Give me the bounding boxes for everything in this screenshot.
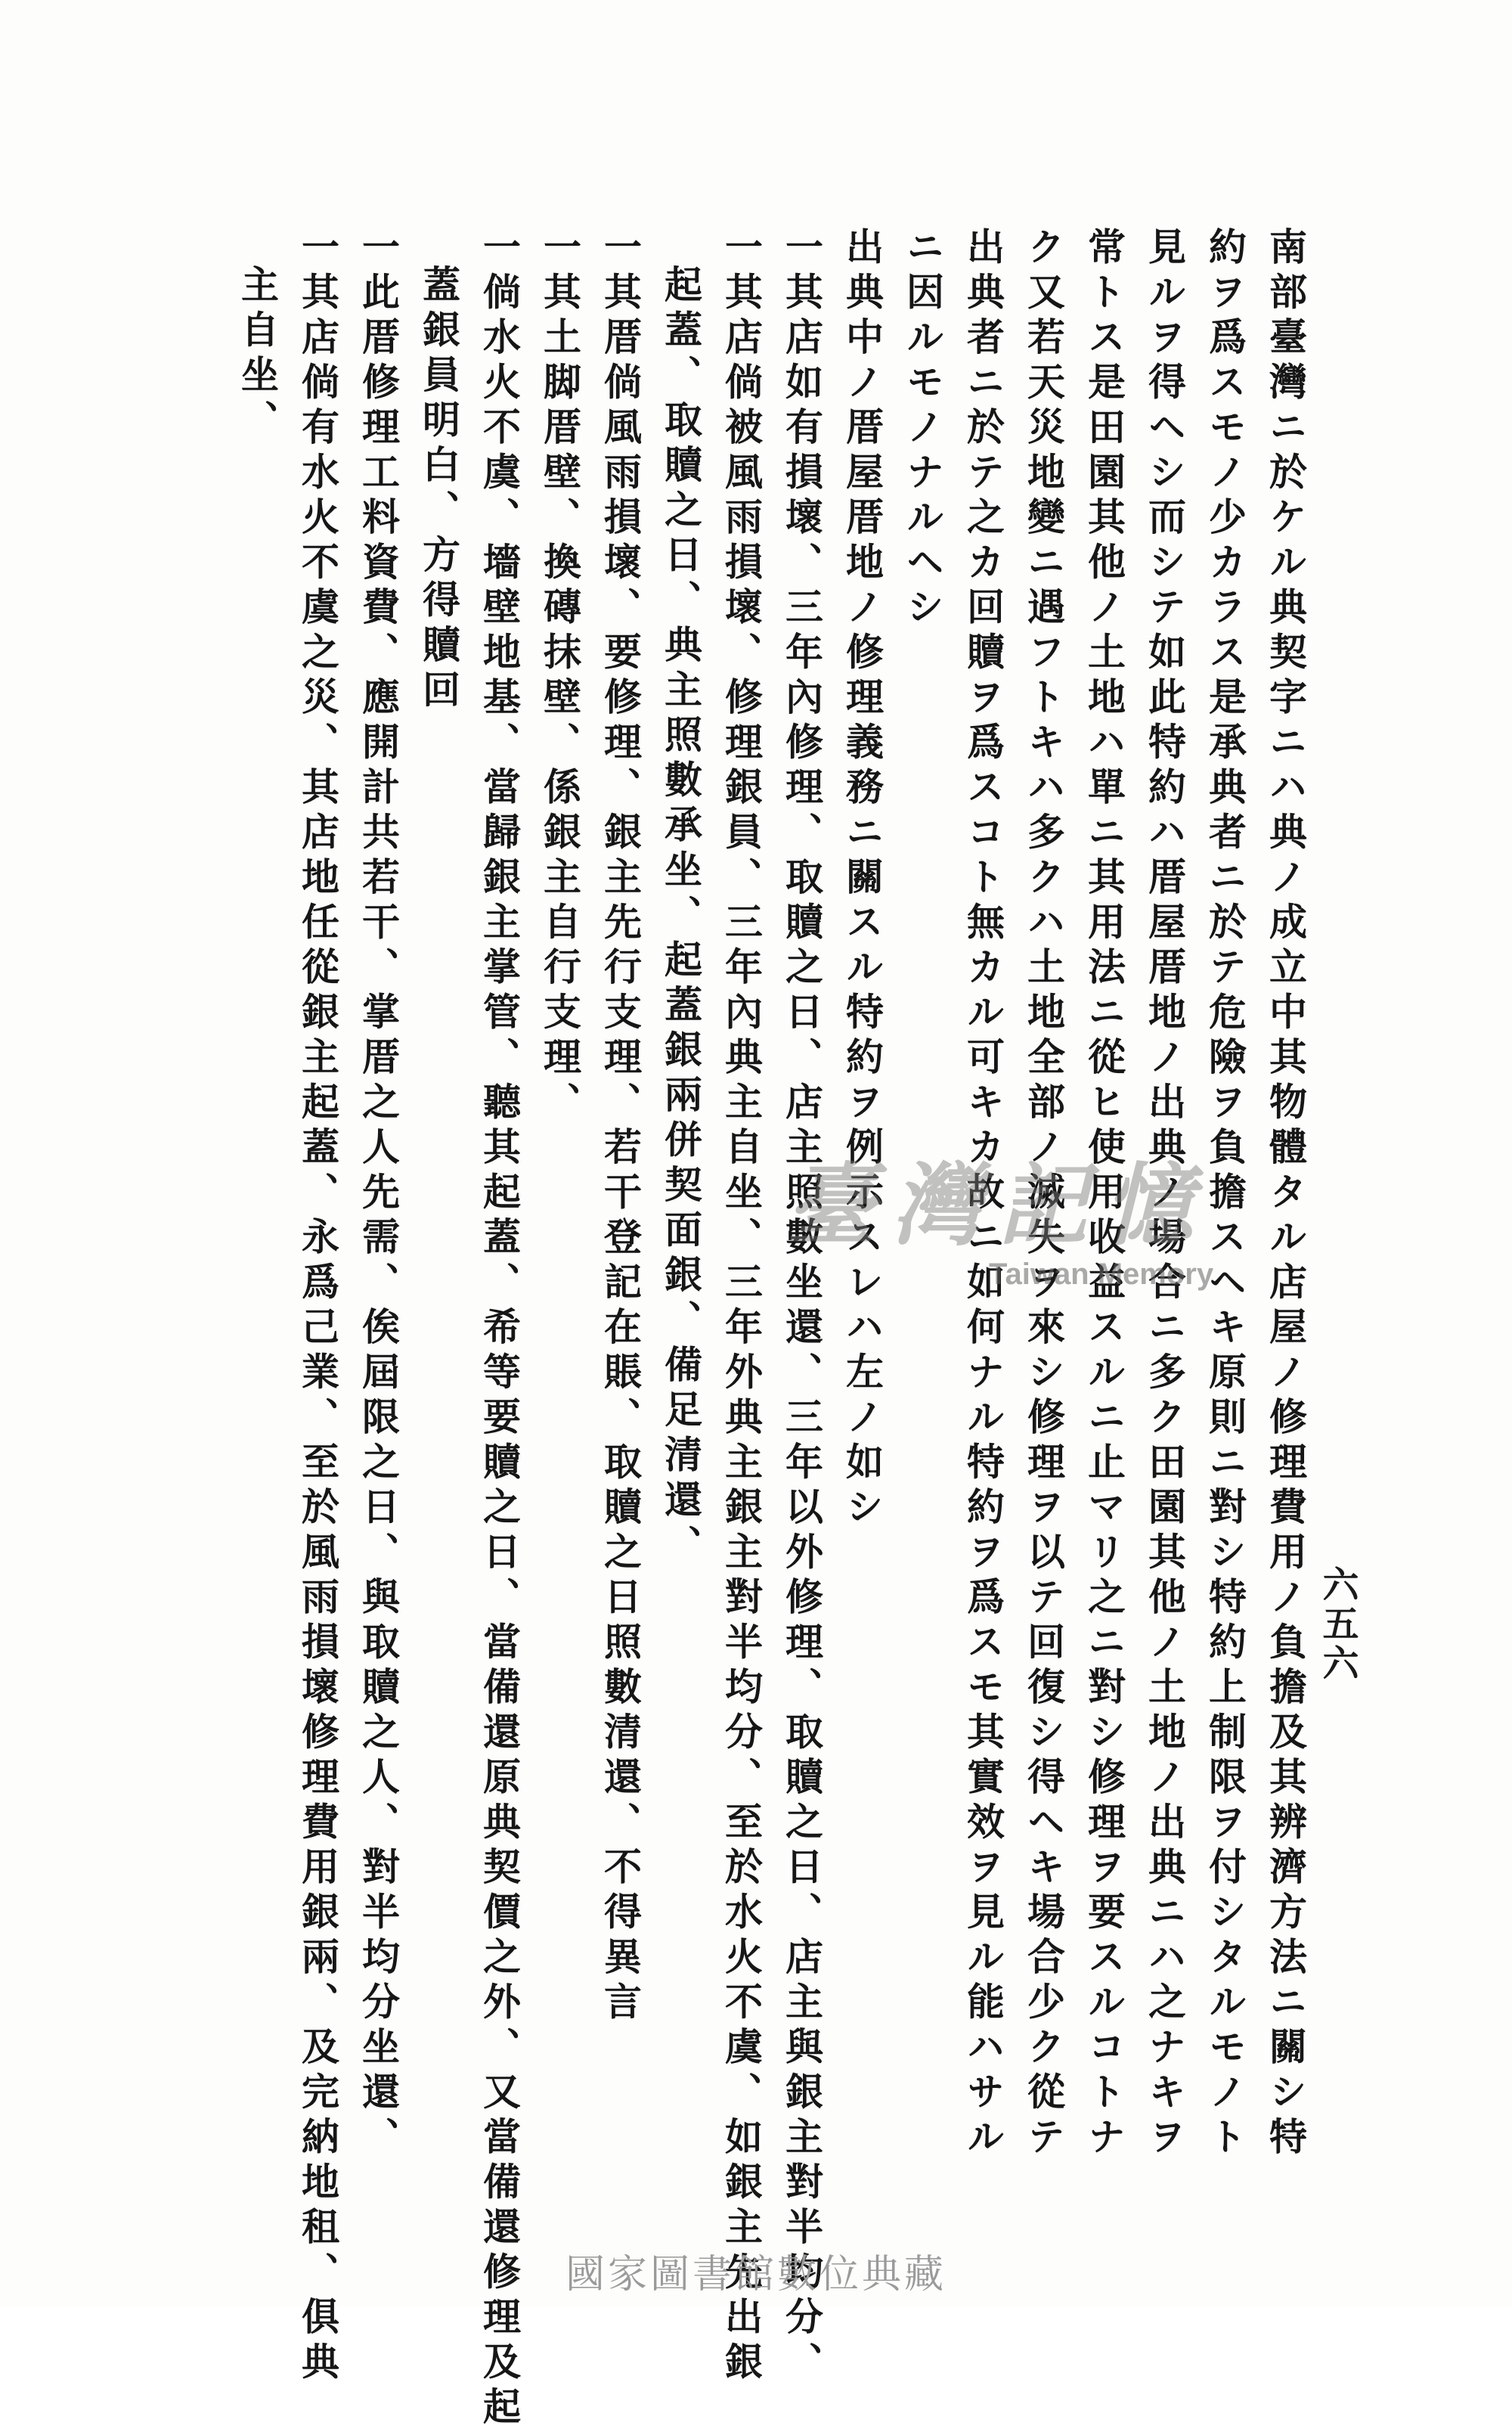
text-column: 一其厝倘風雨損壞、要修理、銀主先行支理、若干登記在賬、取贖之日照數清還、不得異言 xyxy=(598,227,643,2027)
text-column: 南部臺灣ニ於ケル典契字ニハ典ノ成立中其物體タル店屋ノ修理費用ノ負擔及其辨濟方法ニ關シ特 xyxy=(1263,227,1308,2162)
text-column: 出典者ニ於テ之カ回贖ヲ爲スコト無カル可キカ故ニ如何ナル特約ヲ爲スモ其實效ヲ見ル能ハサル xyxy=(961,227,1005,2162)
text-column: ニ因ルモノナルヘシ xyxy=(900,227,945,632)
text-column: 一其店如有損壞、三年內修理、取贖之日、店主照數坐還、三年以外修理、取贖之日、店主與銀主對半均分、 xyxy=(779,227,824,2387)
text-column: 出典中ノ厝屋厝地ノ修理義務ニ關スル特約ヲ例示スレハ左ノ如シ xyxy=(840,227,885,1532)
text-column: 見ルヲ得ヘシ而シテ如此特約ハ厝屋厝地ノ出典ノ場合ニ多ク田園其他ノ土地ノ出典ニハ之ナキヲ xyxy=(1142,227,1187,2162)
text-column: 主自坐、 xyxy=(235,265,280,445)
text-column: 常トス是田園其他ノ土地ハ單ニ其用法ニ從ヒ使用收益スルニ止マリ之ニ對シ修理ヲ要スルコトナ xyxy=(1082,227,1126,2162)
text-column: 蓋銀員明白、方得贖回 xyxy=(417,265,461,715)
page-number: 六五六 xyxy=(1316,1565,1359,1683)
text-column: 一其店倘被風雨損壞、修理銀員、三年內典主自坐、三年外典主銀主對半均分、至於水火不虞、如銀主先出銀 xyxy=(719,227,764,2387)
footer-archive-label: 國家圖書館數位典藏 xyxy=(565,2252,947,2297)
text-column: 一此厝修理工料資費、應開計共若干、掌厝之人先需、俟屆限之日、與取贖之人、對半均分坐還、 xyxy=(356,227,401,2162)
watermark-logo xyxy=(786,1152,1270,1327)
text-column: 一倘水火不虞、墻壁地基、當歸銀主掌管、聽其起蓋、希等要贖之日、當備還原典契價之外、又當備還修理及起 xyxy=(477,227,522,2432)
text-column: 一其店倘有水火不虞之災、其店地任從銀主起蓋、永爲己業、至於風雨損壞修理費用銀兩、及完納地租、俱典 xyxy=(296,227,340,2387)
watermark-chinese: 臺灣記憶 xyxy=(786,1152,1210,1258)
text-column: 一其土脚厝壁、換磚抹壁、係銀主自行支理、 xyxy=(538,227,582,1127)
text-column: 起蓋、取贖之日、典主照數承坐、起蓋銀兩併契面銀、備足清還、 xyxy=(658,265,703,1570)
watermark-english: Taiwan Memory xyxy=(989,1258,1214,1291)
text-column: ク又若天災地變ニ遇フトキハ多クハ土地全部ノ滅失ヲ來シ修理ヲ以テ回復シ得ヘキ場合少ク從テ xyxy=(1021,227,1066,2162)
text-column: 約ヲ爲スモノ少カラス是承典者ニ於テ危險ヲ負擔スヘキ原則ニ對シ特約上制限ヲ付シタルモノト xyxy=(1203,227,1247,2162)
